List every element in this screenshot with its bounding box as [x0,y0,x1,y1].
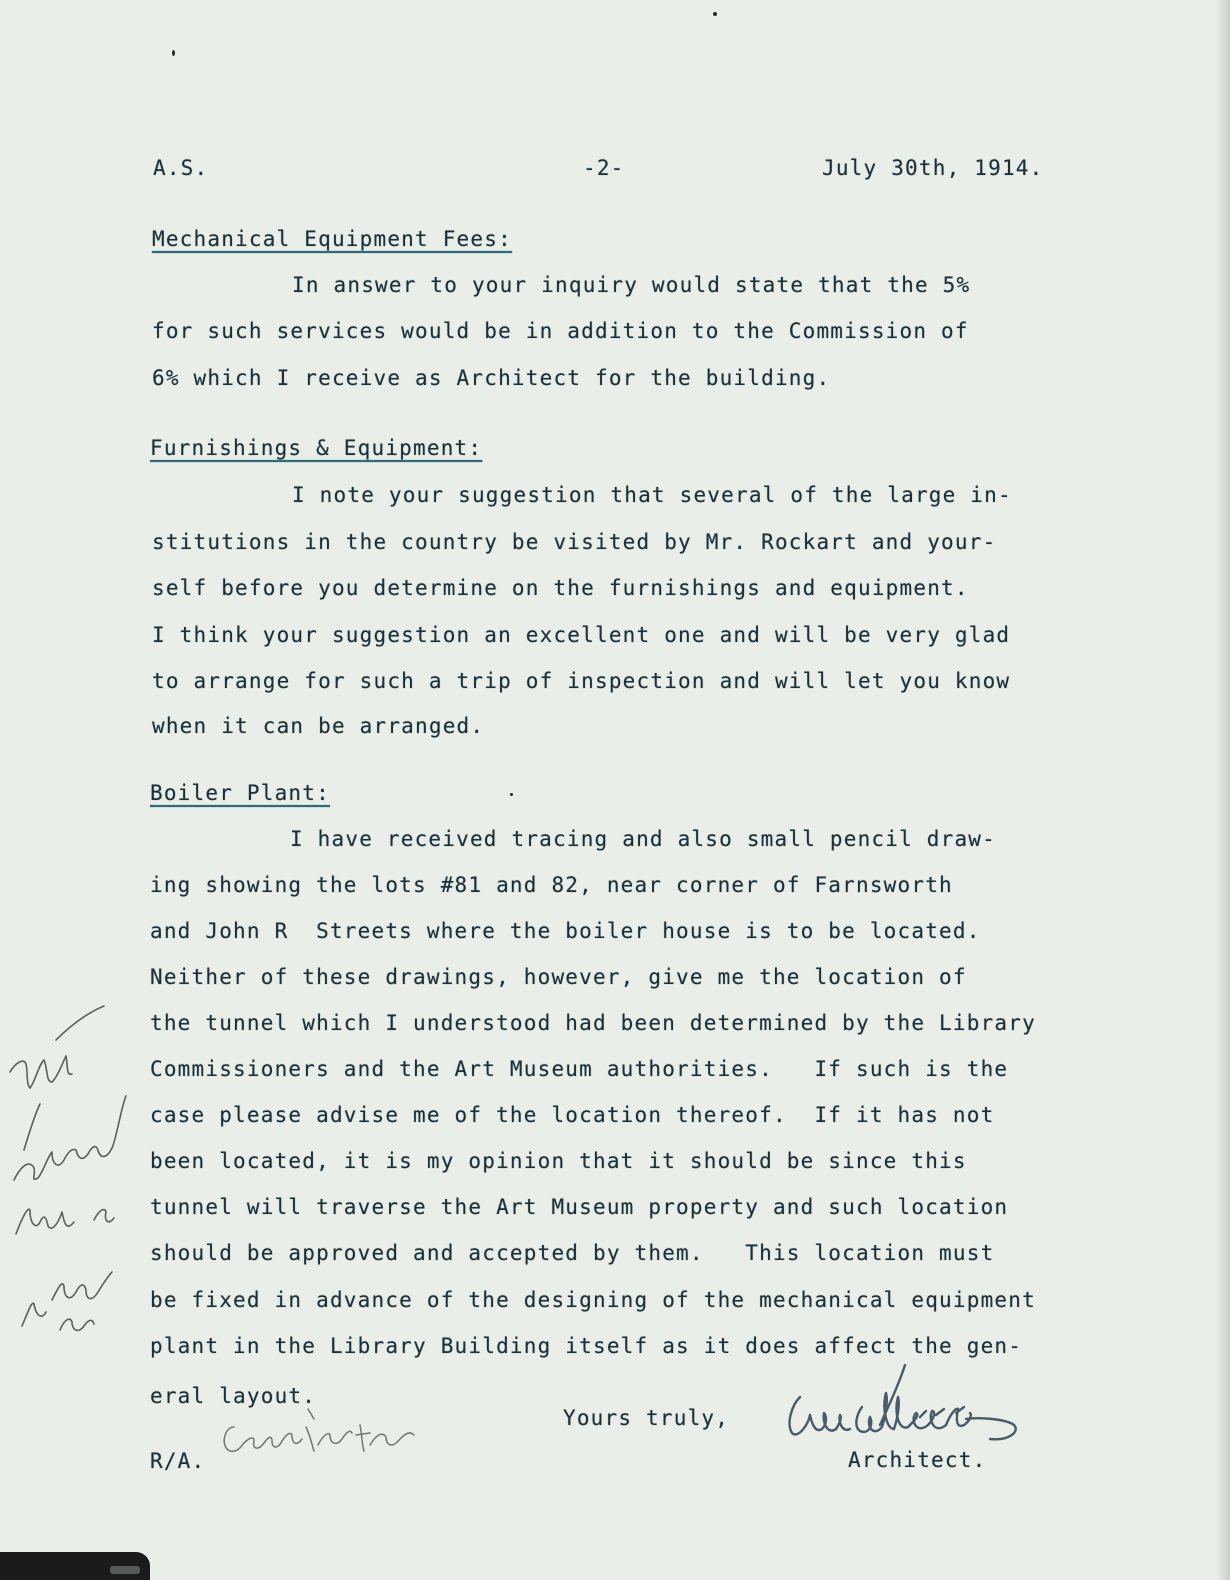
body-line: be fixed in advance of the designing of the mechanical equipment [150,1288,1036,1312]
body-line: eral layout. [150,1384,317,1408]
section-heading-boiler-plant: Boiler Plant: [150,781,330,805]
body-line: I have received tracing and also small pencil draw- [290,827,996,851]
body-line: In answer to your inquiry would state that the 5% [292,273,971,297]
body-line: Commissioners and the Art Museum authorities. If such is the [150,1057,1009,1081]
body-line: been located, it is my opinion that it should be since this [150,1149,967,1173]
closing-salutation: Yours truly, [563,1406,730,1430]
body-line: tunnel will traverse the Art Museum property and such location [150,1195,1009,1219]
header-initials: A.S. [153,156,209,180]
margin-pencil-notes [0,1000,145,1345]
body-line: to arrange for such a trip of inspection and will let you know [152,669,1011,693]
body-line: when it can be arranged. [152,714,485,738]
page-edge-shadow [1216,0,1230,1580]
body-line: 6% which I receive as Architect for the building. [152,366,831,390]
binder-clip [0,1552,150,1580]
page-number: -2- [583,156,625,180]
binder-clip-highlight [110,1566,140,1574]
body-line: self before you determine on the furnishings and equipment. [152,576,969,600]
paper-speck [510,793,513,796]
body-line: should be approved and accepted by them. This location must [150,1241,995,1265]
bottom-pencil-note [210,1405,440,1475]
letter-date: July 30th, 1914. [822,156,1044,180]
typist-initials: R/A. [150,1449,206,1473]
body-line: the tunnel which I understood had been determined by the Library [150,1011,1036,1035]
body-line: for such services would be in addition to the Commission of [152,319,969,343]
signatory-title: Architect. [848,1448,987,1472]
paper-speck [172,50,175,56]
body-line: ing showing the lots #81 and 82, near corner of Farnsworth [150,873,953,897]
body-line: I think your suggestion an excellent one and will be very glad [152,623,1011,647]
handwritten-signature [770,1345,1040,1455]
section-heading-mechanical-fees: Mechanical Equipment Fees: [152,227,512,251]
body-line: I note your suggestion that several of the large in- [292,483,1012,507]
body-line: stitutions in the country be visited by Mr. Rockart and your- [152,530,997,554]
body-line: plant in the Library Building itself as it does affect the gen- [150,1334,1023,1358]
paper-speck [713,12,717,16]
section-heading-furnishings: Furnishings & Equipment: [150,436,483,460]
body-line: Neither of these drawings, however, give me the location of [150,965,967,989]
body-line: case please advise me of the location thereof. If it has not [150,1103,995,1127]
body-line: and John R Streets where the boiler house is to be located. [150,919,981,943]
